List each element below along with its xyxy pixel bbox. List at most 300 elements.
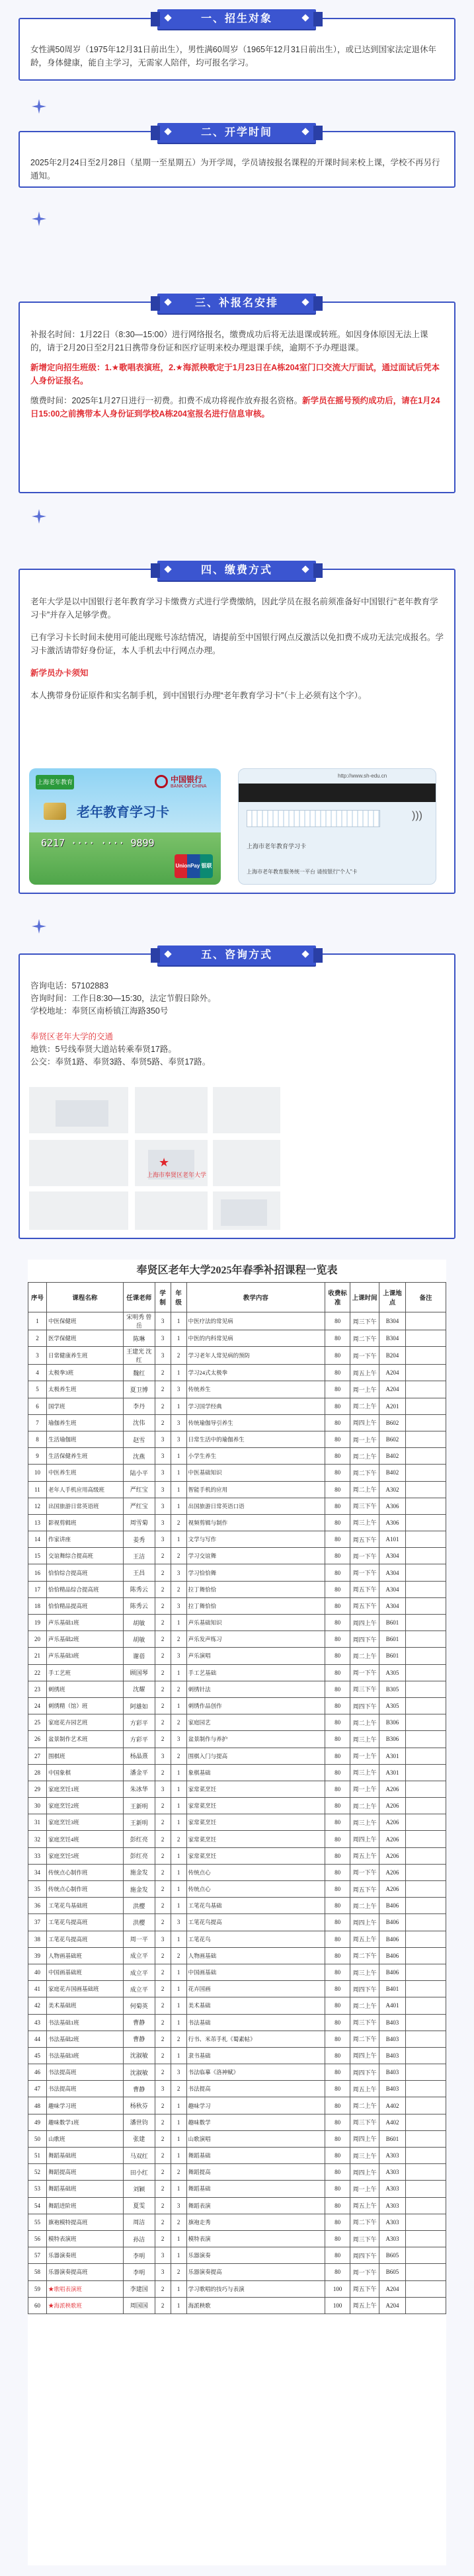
table-row <box>28 1898 446 1914</box>
table-cell: 1 <box>171 1864 186 1880</box>
table-cell: 41 <box>28 1981 47 1997</box>
table-cell: A304 <box>379 1564 406 1581</box>
table-cell: 谢蓓 <box>123 1648 155 1664</box>
table-header-cell: 年级 <box>171 1283 186 1312</box>
table-row <box>28 2014 446 2031</box>
table-cell: 2 <box>155 1381 171 1398</box>
table-cell: 声乐基础1班 <box>46 1615 123 1631</box>
table-cell: 2 <box>155 2031 171 2047</box>
table-cell <box>406 1398 446 1414</box>
table-cell: 1 <box>171 2114 186 2130</box>
table-cell: 80 <box>325 1764 350 1781</box>
table-cell: 44 <box>28 2031 47 2047</box>
table-cell: 彭红亮 <box>123 1831 155 1847</box>
table-cell: 3 <box>155 1347 171 1365</box>
table-cell <box>406 1581 446 1597</box>
table-cell: 2 <box>155 2114 171 2130</box>
table-cell <box>406 1597 446 1614</box>
table-row <box>28 1831 446 1847</box>
table-row <box>28 2097 446 2114</box>
table-cell: 模特表演 <box>186 2230 325 2247</box>
targeted-class-notice: 新增定向招生班级：1.★歌唱表演班，2.★海派秧歌定于1月23日在A栋204室门口交流大厅面试，通过面试后凭本人身份证报名。 <box>30 363 440 385</box>
table-cell: 顾国琴 <box>123 1664 155 1681</box>
table-cell: 夏卫博 <box>123 1381 155 1398</box>
table-cell: 家庭园艺 <box>186 1714 325 1731</box>
table-cell: 周四下午 <box>350 1697 379 1714</box>
table-cell: 手工艺基础 <box>186 1664 325 1681</box>
table-cell: 医学保健班 <box>46 1330 123 1347</box>
table-cell: 王洁 <box>123 1548 155 1564</box>
table-cell: A301 <box>379 1748 406 1764</box>
school-address: 学校地址：奉贤区南桥镇江海路350号 <box>30 1006 169 1016</box>
table-cell <box>406 1764 446 1781</box>
table-cell: 1 <box>171 2047 186 2064</box>
table-cell <box>406 1664 446 1681</box>
table-cell: 3 <box>155 2081 171 2097</box>
table-row <box>28 1997 446 2014</box>
table-cell: 手工艺班 <box>46 1664 123 1681</box>
table-cell: 声乐发声练习 <box>186 1631 325 1648</box>
table-cell: 1 <box>171 1448 186 1465</box>
table-header-cell: 教学内容 <box>186 1283 325 1312</box>
table-cell: 张建 <box>123 2130 155 2147</box>
table-cell: 国学班 <box>46 1398 123 1414</box>
table-cell: 洪樱 <box>123 1898 155 1914</box>
table-cell: 周五下午 <box>350 2280 379 2297</box>
table-cell <box>406 1330 446 1347</box>
table-cell: 拉丁舞恰恰 <box>186 1581 325 1597</box>
table-cell: 2 <box>155 1365 171 1381</box>
table-cell: 书法提高班 <box>46 2064 123 2081</box>
table-cell <box>406 1781 446 1797</box>
table-row <box>28 1381 446 1398</box>
table-cell: 80 <box>325 1864 350 1880</box>
table-cell: 行书、米芾手札《蜀素帖》 <box>186 2031 325 2047</box>
table-cell: 日常健康养生班 <box>46 1347 123 1365</box>
table-cell: 2 <box>155 1731 171 1748</box>
table-cell: 1 <box>171 1847 186 1864</box>
table-cell: 31 <box>28 1814 47 1831</box>
table-cell: 80 <box>325 2097 350 2114</box>
table-cell: 家常菜烹饪 <box>186 1847 325 1864</box>
table-cell: 2 <box>155 1798 171 1814</box>
table-cell: 53 <box>28 2181 47 2197</box>
table-cell <box>406 2097 446 2114</box>
table-cell: 80 <box>325 1431 350 1447</box>
table-cell: 王建光 沈红 <box>123 1347 155 1365</box>
table-cell <box>406 1365 446 1381</box>
table-cell: 2 <box>155 1581 171 1597</box>
table-row <box>28 2280 446 2297</box>
table-cell: 周五下午 <box>350 1581 379 1597</box>
table-cell: 3 <box>171 1564 186 1581</box>
table-cell: 2 <box>155 2097 171 2114</box>
table-cell: 书法基础2班 <box>46 2031 123 2047</box>
table-cell: 2 <box>171 1347 186 1365</box>
table-cell: 2 <box>155 1597 171 1614</box>
card-back-url: http://www.sh-edu.cn <box>338 773 387 779</box>
table-cell: B406 <box>379 1898 406 1914</box>
table-cell: 周二下午 <box>350 2214 379 2230</box>
table-cell: 工笔花鸟基础班 <box>46 1898 123 1914</box>
table-cell: B403 <box>379 2031 406 2047</box>
table-row <box>28 2247 446 2264</box>
table-cell: B403 <box>379 2081 406 2097</box>
table-cell: B403 <box>379 2047 406 2064</box>
table-cell: 80 <box>325 2247 350 2264</box>
table-cell: 80 <box>325 1597 350 1614</box>
table-row <box>28 2264 446 2280</box>
table-cell: 2 <box>155 1964 171 1980</box>
table-cell: 26 <box>28 1731 47 1748</box>
table-cell: 3 <box>155 1330 171 1347</box>
table-cell: A206 <box>379 1881 406 1898</box>
table-cell: 80 <box>325 2014 350 2031</box>
table-cell: 周四上午 <box>350 1831 379 1847</box>
table-cell: 周三下午 <box>350 2230 379 2247</box>
table-cell: 80 <box>325 1898 350 1914</box>
table-cell: 瑜伽养生班 <box>46 1414 123 1431</box>
table-row <box>28 1514 446 1531</box>
table-row <box>28 2181 446 2197</box>
table-cell: 3 <box>171 1597 186 1614</box>
table-cell: 1 <box>171 1365 186 1381</box>
table-cell: 21 <box>28 1648 47 1664</box>
table-cell: ★歌唱表演班 <box>46 2280 123 2297</box>
table-cell: 80 <box>325 2114 350 2130</box>
table-cell <box>406 1964 446 1980</box>
table-cell <box>406 1681 446 1697</box>
table-row <box>28 1431 446 1447</box>
table-cell: 周一上午 <box>350 1381 379 1398</box>
map-marker-icon: ★ <box>159 1156 170 1169</box>
table-cell: 2 <box>171 1548 186 1564</box>
table-cell: 王新明 <box>123 1814 155 1831</box>
table-cell: 工笔花鸟提高 <box>186 1914 325 1931</box>
table-cell: 3 <box>155 1465 171 1481</box>
table-cell: 80 <box>325 1330 350 1347</box>
table-cell <box>406 2114 446 2130</box>
table-cell: 周二上午 <box>350 2097 379 2114</box>
table-cell: 书法基础 <box>186 2014 325 2031</box>
table-cell: A402 <box>379 2114 406 2130</box>
table-cell: 周四下午 <box>350 2247 379 2264</box>
table-cell: 80 <box>325 1731 350 1748</box>
table-cell: A302 <box>379 1481 406 1498</box>
table-cell: 2 <box>155 1648 171 1664</box>
table-cell: 中国画基础 <box>186 1964 325 1980</box>
table-cell: 12 <box>28 1498 47 1514</box>
table-cell: 16 <box>28 1564 47 1581</box>
table-cell: 1 <box>171 2014 186 2031</box>
table-cell: 周三下午 <box>350 1498 379 1514</box>
table-cell: 家常菜烹饪 <box>186 1814 325 1831</box>
table-cell: 45 <box>28 2047 47 2064</box>
table-cell <box>406 1748 446 1764</box>
table-cell: 48 <box>28 2097 47 2114</box>
sparkle-icon-2 <box>32 212 46 226</box>
table-cell: B305 <box>379 1681 406 1697</box>
table-cell: 3 <box>155 2264 171 2280</box>
table-cell: A303 <box>379 2164 406 2181</box>
metro-text: 地铁：5号线奉贤大道站转乘奉贤17路。 <box>30 1045 177 1054</box>
table-cell: 刺绣作品创作 <box>186 1697 325 1714</box>
table-cell: 1 <box>171 1781 186 1797</box>
table-cell: 15 <box>28 1548 47 1564</box>
table-cell: 2 <box>155 1997 171 2014</box>
table-cell: 周二下午 <box>350 1947 379 1964</box>
table-cell: 2 <box>155 1981 171 1997</box>
table-cell: 方彩平 <box>123 1714 155 1731</box>
table-cell: 52 <box>28 2164 47 2181</box>
table-cell: 1 <box>171 1881 186 1898</box>
table-cell: 1 <box>171 1312 186 1330</box>
table-cell: 传统点心 <box>186 1864 325 1880</box>
table-cell: 周二上午 <box>350 1714 379 1731</box>
table-header-cell: 任课老师 <box>123 1283 155 1312</box>
table-row <box>28 1465 446 1481</box>
table-cell: 2 <box>155 1898 171 1914</box>
table-cell: 3 <box>155 2247 171 2264</box>
table-cell: 1 <box>171 2280 186 2297</box>
table-cell: 阿雄如 <box>123 1697 155 1714</box>
table-cell: A305 <box>379 1697 406 1714</box>
table-cell: 家庭烹饪3班 <box>46 1814 123 1831</box>
signature-strip <box>247 810 380 827</box>
table-cell: 趣味学习 <box>186 2097 325 2114</box>
table-cell: 80 <box>325 1847 350 1864</box>
table-row <box>28 1347 446 1365</box>
table-cell: 80 <box>325 1964 350 1980</box>
table-cell: 恰恰精品综合提高班 <box>46 1581 123 1597</box>
table-cell: 56 <box>28 2230 47 2247</box>
table-row <box>28 2031 446 2047</box>
table-cell: 李明 <box>123 2264 155 2280</box>
table-cell: 2 <box>171 1748 186 1764</box>
table-row <box>28 2230 446 2247</box>
table-body <box>28 1312 446 2314</box>
table-cell: 80 <box>325 1931 350 1947</box>
contact-phone: 咨询电话：57102883 <box>30 981 109 990</box>
table-cell <box>406 1847 446 1864</box>
table-cell: 80 <box>325 1381 350 1398</box>
table-header-row <box>28 1283 446 1312</box>
table-row <box>28 1597 446 1614</box>
table-cell: 3 <box>171 2197 186 2214</box>
table-cell: 80 <box>325 1448 350 1465</box>
table-cell: B204 <box>379 1347 406 1365</box>
table-cell: 工笔花鸟 <box>186 1931 325 1947</box>
table-cell: 周一下午 <box>350 2264 379 2280</box>
table-cell: 2 <box>171 1947 186 1964</box>
table-cell: 作家讲座 <box>46 1531 123 1548</box>
table-cell: 山歌演唱 <box>186 2130 325 2147</box>
table-cell: 80 <box>325 2264 350 2280</box>
table-cell: 2 <box>155 2181 171 2197</box>
table-cell: 80 <box>325 1498 350 1514</box>
table-cell: 80 <box>325 2047 350 2064</box>
table-cell: 80 <box>325 1548 350 1564</box>
table-cell: A401 <box>379 1997 406 2014</box>
table-row <box>28 1931 446 1947</box>
table-cell: 周一上午 <box>350 2181 379 2197</box>
table-cell: 3 <box>171 1648 186 1664</box>
table-row <box>28 1498 446 1514</box>
table-cell: 工笔花鸟提高班 <box>46 1914 123 1931</box>
table-cell: 42 <box>28 1997 47 2014</box>
table-cell: 46 <box>28 2064 47 2081</box>
table-cell: 2 <box>155 1664 171 1681</box>
table-cell: 80 <box>325 1947 350 1964</box>
table-cell: 出国旅游日常英语口语 <box>186 1498 325 1514</box>
table-cell: 6 <box>28 1398 47 1414</box>
table-cell: 2 <box>171 1631 186 1648</box>
table-cell: 80 <box>325 1514 350 1531</box>
table-cell: 周一上午 <box>350 1748 379 1764</box>
table-row <box>28 1881 446 1898</box>
table-cell: 学习歌唱的技巧与表演 <box>186 2280 325 2297</box>
table-cell: B602 <box>379 1414 406 1431</box>
table-cell: 曹静 <box>123 2014 155 2031</box>
table-cell: 周洁 <box>123 2214 155 2230</box>
table-cell: 潘金平 <box>123 1764 155 1781</box>
table-cell: 家常菜烹饪 <box>186 1798 325 1814</box>
map-label: 上海市奉贤区老年大学 <box>147 1172 207 1178</box>
table-cell: 2 <box>171 1581 186 1597</box>
table-cell <box>406 1531 446 1548</box>
table-cell: 周五上午 <box>350 1847 379 1864</box>
table-cell: 花卉国画 <box>186 1981 325 1997</box>
table-cell: 周三下午 <box>350 2114 379 2130</box>
table-cell <box>406 2214 446 2230</box>
table-cell: 80 <box>325 1997 350 2014</box>
table-cell: 趣味学习班 <box>46 2097 123 2114</box>
table-row <box>28 2297 446 2314</box>
table-header-cell: 序号 <box>28 1283 47 1312</box>
card-title: 老年教育学习卡 <box>77 804 169 820</box>
table-cell <box>406 1498 446 1514</box>
table-cell: 胡敏 <box>123 1615 155 1631</box>
table-cell: 施金发 <box>123 1864 155 1880</box>
table-cell: 旗袍走秀 <box>186 2214 325 2230</box>
table-cell: 80 <box>325 1664 350 1681</box>
table-cell: A206 <box>379 1847 406 1864</box>
table-cell: 58 <box>28 2264 47 2280</box>
table-cell: 2 <box>155 1814 171 1831</box>
table-row <box>28 1548 446 1564</box>
table-cell <box>406 1648 446 1664</box>
table-cell: 2 <box>155 2280 171 2297</box>
table-cell: 2 <box>171 2264 186 2280</box>
schedule-title: 奉贤区老年大学2025年春季补招课程一览表 <box>136 1265 338 1276</box>
table-cell: 何菊英 <box>123 1997 155 2014</box>
table-cell: B401 <box>379 1981 406 1997</box>
table-cell: 成立平 <box>123 1981 155 1997</box>
table-cell: 陈秀云 <box>123 1581 155 1597</box>
table-cell: 中医保健班 <box>46 1312 123 1330</box>
table-cell: 周四下午 <box>350 2064 379 2081</box>
table-cell: 宋明秀 曾岳 <box>123 1312 155 1330</box>
table-row <box>28 1748 446 1764</box>
table-row <box>28 1731 446 1748</box>
table-cell: 80 <box>325 1914 350 1931</box>
table-cell: B601 <box>379 1631 406 1648</box>
table-cell: 2 <box>171 2164 186 2181</box>
table-cell: A201 <box>379 1398 406 1414</box>
table-cell: 29 <box>28 1781 47 1797</box>
table-cell: 周二上午 <box>350 1648 379 1664</box>
table-cell: 14 <box>28 1531 47 1548</box>
new-card-heading: 新学员办卡须知 <box>30 668 89 678</box>
table-cell: 11 <box>28 1481 47 1498</box>
table-cell: B601 <box>379 2130 406 2147</box>
contact-hours: 咨询时间：工作日8:30—15:30，法定节假日除外。 <box>30 994 216 1003</box>
table-cell: 刘颖 <box>123 2181 155 2197</box>
table-cell: 孙洁 <box>123 2230 155 2247</box>
course-table <box>28 1282 446 2314</box>
table-cell: 100 <box>325 2280 350 2297</box>
table-cell: 周国国 <box>123 2297 155 2314</box>
table-cell: 8 <box>28 1431 47 1447</box>
table-cell: 27 <box>28 1748 47 1764</box>
table-cell: 刺绣班 <box>46 1681 123 1697</box>
table-cell: 7 <box>28 1414 47 1431</box>
table-cell: 交谊舞综合提高班 <box>46 1548 123 1564</box>
table-row <box>28 2130 446 2147</box>
table-cell: 沈伟 <box>123 1414 155 1431</box>
table-cell <box>406 2280 446 2297</box>
table-cell: 1 <box>171 1798 186 1814</box>
table-cell: 10 <box>28 1465 47 1481</box>
table-cell: 围棋班 <box>46 1748 123 1764</box>
table-cell: 3 <box>171 1914 186 1931</box>
table-cell: 1 <box>28 1312 47 1330</box>
table-row <box>28 1964 446 1980</box>
table-cell: 盆景制作艺术班 <box>46 1731 123 1748</box>
table-cell: 2 <box>171 2081 186 2097</box>
card-back-label: 上海市老年教育学习卡 <box>247 843 307 850</box>
table-header-cell: 上课地点 <box>379 1283 406 1312</box>
table-cell <box>406 2181 446 2197</box>
table-cell: 周一下午 <box>350 1564 379 1581</box>
table-cell: 2 <box>171 1681 186 1697</box>
table-cell: 周三下午 <box>350 1681 379 1697</box>
table-row <box>28 1481 446 1498</box>
table-cell: 3 <box>28 1347 47 1365</box>
table-cell <box>406 1914 446 1931</box>
contactless-icon: ))) <box>412 810 422 821</box>
table-cell: 2 <box>155 2214 171 2230</box>
table-cell <box>406 2031 446 2047</box>
location-map <box>29 1087 280 1230</box>
table-cell: 1 <box>171 1465 186 1481</box>
table-cell: 李丹 <box>123 1398 155 1414</box>
table-cell: 传统点心制作班 <box>46 1881 123 1898</box>
table-cell: 80 <box>325 2031 350 2047</box>
bus-text: 公交：奉贤1路、奉贤3路、奉贤5路、奉贤17路。 <box>30 1057 211 1067</box>
table-cell: 1 <box>171 2130 186 2147</box>
table-cell: 围棋入门与提高 <box>186 1748 325 1764</box>
table-cell: 彭红亮 <box>123 1847 155 1864</box>
table-cell: 2 <box>155 2148 171 2164</box>
table-cell: A204 <box>379 2280 406 2297</box>
table-cell: 恰恰精品提高班 <box>46 1597 123 1614</box>
table-cell: 象棋基础 <box>186 1764 325 1781</box>
table-row <box>28 2164 446 2181</box>
table-row <box>28 1648 446 1664</box>
table-cell: 80 <box>325 1581 350 1597</box>
table-cell: 乐器演奏 <box>186 2247 325 2264</box>
